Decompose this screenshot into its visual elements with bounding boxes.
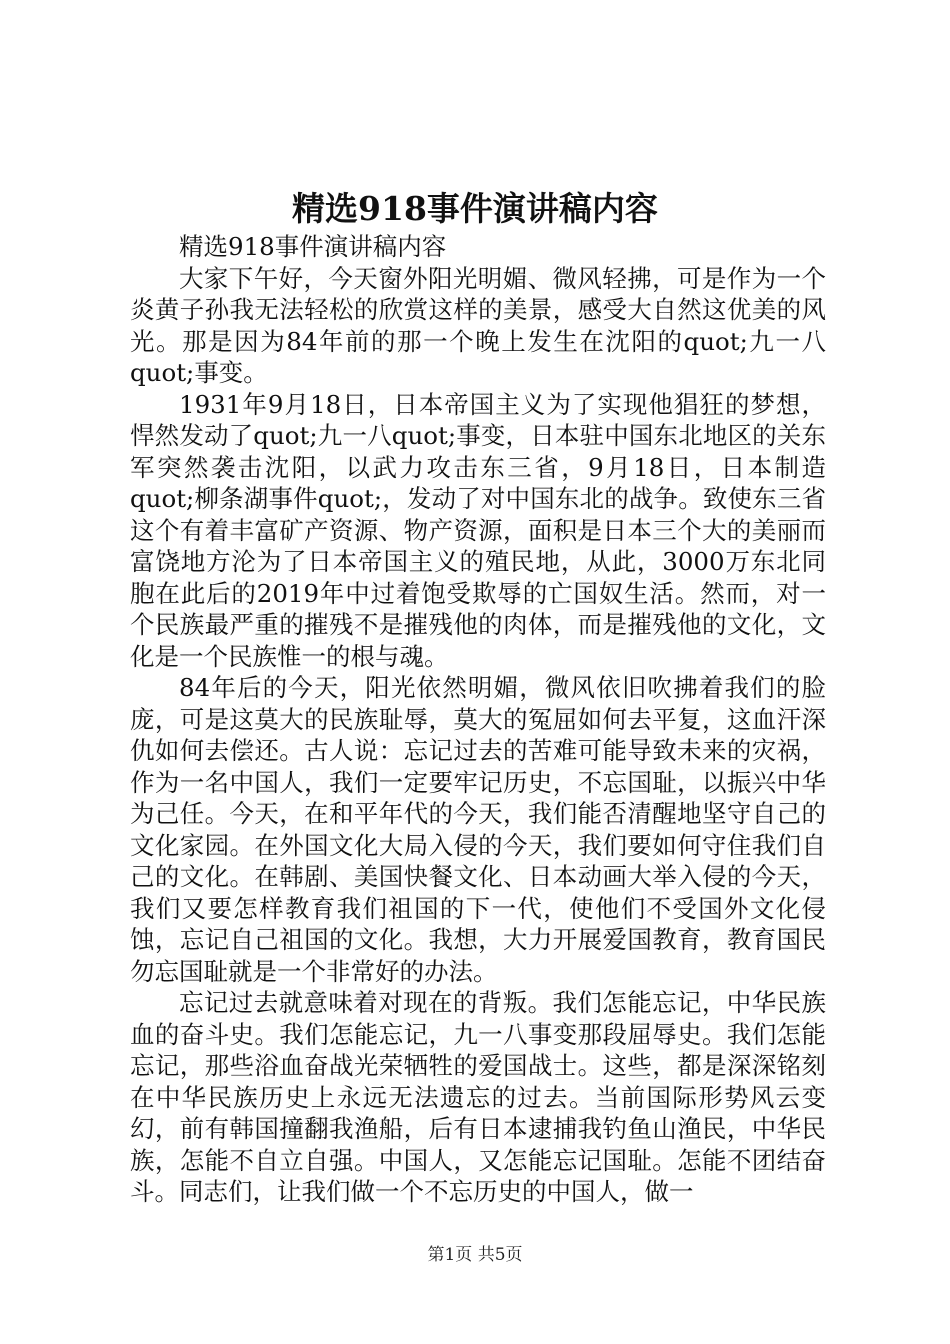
document-title: 精选918事件演讲稿内容 bbox=[292, 189, 658, 228]
paragraph: 忘记过去就意味着对现在的背叛。我们怎能忘记，中华民族血的奋斗史。我们怎能忘记，九一八事变那段屈辱史。我们怎能忘记，那些浴血奋战光荣牺牲的爱国战士。这些，都是深深铭刻在中华民族历史上永远无法遗忘的过去。当前国际形势风云变幻，前有韩国撞翻我渔船，后有日本逮捕我钓鱼山渔民，中华民族，怎能不自立自强。中国人，又怎能忘记国耻。怎能不团结奋斗。同志们，让我们做一个不忘历史的中国人，做一 bbox=[130, 988, 826, 1206]
paragraph: 84年后的今天，阳光依然明媚，微风依旧吹拂着我们的脸庞，可是这莫大的民族耻辱，莫大的冤屈如何去平复，这血汗深仇如何去偿还。古人说：忘记过去的苦难可能导致未来的灾祸，作为一名中国人，我们一定要牢记历史，不忘国耻，以振兴中华为己任。今天，在和平年代的今天，我们能否清醒地坚守自己的文化家园。在外国文化大局入侵的今天，我们要如何守住我们自己的文化。在韩剧、美国快餐文化、日本动画大举入侵的今天，我们又要怎样教育我们祖国的下一代，使他们不受国外文化侵蚀，忘记自己祖国的文化。我想，大力开展爱国教育，教育国民勿忘国耻就是一个非常好的办法。 bbox=[130, 673, 826, 986]
document-body bbox=[130, 231, 826, 1208]
paragraph-subtitle: 精选918事件演讲稿内容 bbox=[179, 232, 447, 261]
page-footer: 第1页 共5页 bbox=[427, 1245, 523, 1265]
paragraph: 1931年9月18日，日本帝国主义为了实现他猖狂的梦想，悍然发动了quot;九一八quot;事变，日本驻中国东北地区的关东军突然袭击沈阳，以武力攻击东三省，9月18日，日本制造quot;柳条湖事件quot;，发动了对中国东北的战争。致使东三省这个有着丰富矿产资源、物产资源，面积是日本三个大的美丽而富饶地方沦为了日本帝国主义的殖民地，从此，3000万东北同胞在此后的2019年中过着饱受欺辱的亡国奴生活。然而，对一个民族最严重的摧残不是摧残他的肉体，而是摧残他的文化，文化是一个民族惟一的根与魂。 bbox=[130, 389, 826, 671]
paragraph: 大家下午好，今天窗外阳光明媚、微风轻拂，可是作为一个炎黄子孙我无法轻松的欣赏这样的美景，感受大自然这优美的风光。那是因为84年前的那一个晚上发生在沈阳的quot;九一八quot;事变。 bbox=[130, 263, 826, 387]
